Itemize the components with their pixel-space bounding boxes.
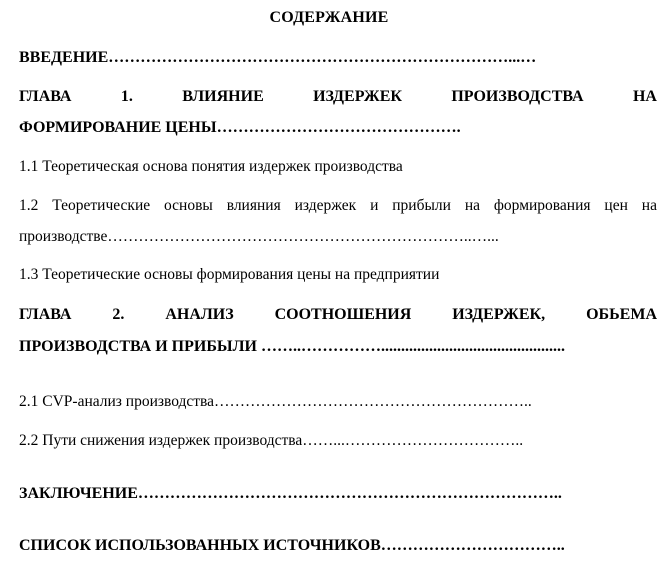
- toc-word: и: [370, 197, 379, 214]
- toc-word: 1.: [120, 88, 133, 105]
- toc-word: 1.2: [19, 197, 39, 214]
- toc-word: прибыли: [392, 197, 451, 214]
- toc-word: на: [464, 197, 480, 214]
- toc-chapter2-line1: [19, 305, 657, 325]
- toc-chapter1-line1: [19, 87, 657, 107]
- toc-chapter1-line2: ФОРМИРОВАНИЕ ЦЕНЫ……………………………………….: [19, 119, 461, 136]
- toc-word: Теоретические: [52, 197, 151, 214]
- toc-section-2-2: 2.2 Пути снижения издержек производства……...……………………………..: [19, 432, 524, 449]
- toc-conclusion: ЗАКЛЮЧЕНИЕ……………………………………………………………………..: [19, 485, 562, 502]
- toc-word: ГЛАВА: [19, 88, 72, 105]
- toc-word: цен: [604, 197, 628, 214]
- toc-section-1-2-line1: [19, 196, 657, 216]
- toc-title: СОДЕРЖАНИЕ: [269, 9, 389, 26]
- toc-word: НА: [632, 88, 657, 105]
- toc-section-1-1: 1.1 Теоретическая основа понятия издержек производства: [19, 158, 403, 175]
- toc-word: влияния: [226, 197, 281, 214]
- toc-word: ПРОИЗВОДСТВА: [451, 88, 584, 105]
- toc-word: СООТНОШЕНИЯ: [274, 306, 412, 323]
- toc-references: СПИСОК ИСПОЛЬЗОВАННЫХ ИСТОЧНИКОВ……………………………..: [19, 537, 565, 554]
- toc-section-1-2-line2: производстве……………………………………………………………..…...: [19, 228, 499, 245]
- toc-section-1-3: 1.3 Теоретические основы формирования цены на предприятии: [19, 266, 440, 283]
- toc-section-2-1: 2.1 CVP-анализ производства……………………………………………………..: [19, 393, 532, 410]
- toc-word: основы: [164, 197, 213, 214]
- toc-word: ИЗДЕРЖЕК: [313, 88, 402, 105]
- toc-word: формирования: [493, 197, 591, 214]
- toc-word: ГЛАВА: [19, 306, 72, 323]
- toc-word: ОБЬЕМА: [586, 306, 657, 323]
- toc-intro: ВВЕДЕНИЕ…………………………………………………………………...…: [19, 49, 537, 66]
- toc-word: АНАЛИЗ: [165, 306, 234, 323]
- toc-word: на: [641, 197, 657, 214]
- toc-word: 2.: [112, 306, 125, 323]
- toc-word: издержек: [294, 197, 357, 214]
- toc-chapter2-line2: ПРОИЗВОДСТВА И ПРИБЫЛИ ……..……………..............................................: [19, 338, 565, 355]
- toc-word: ИЗДЕРЖЕК,: [452, 306, 546, 323]
- toc-word: ВЛИЯНИЕ: [182, 88, 264, 105]
